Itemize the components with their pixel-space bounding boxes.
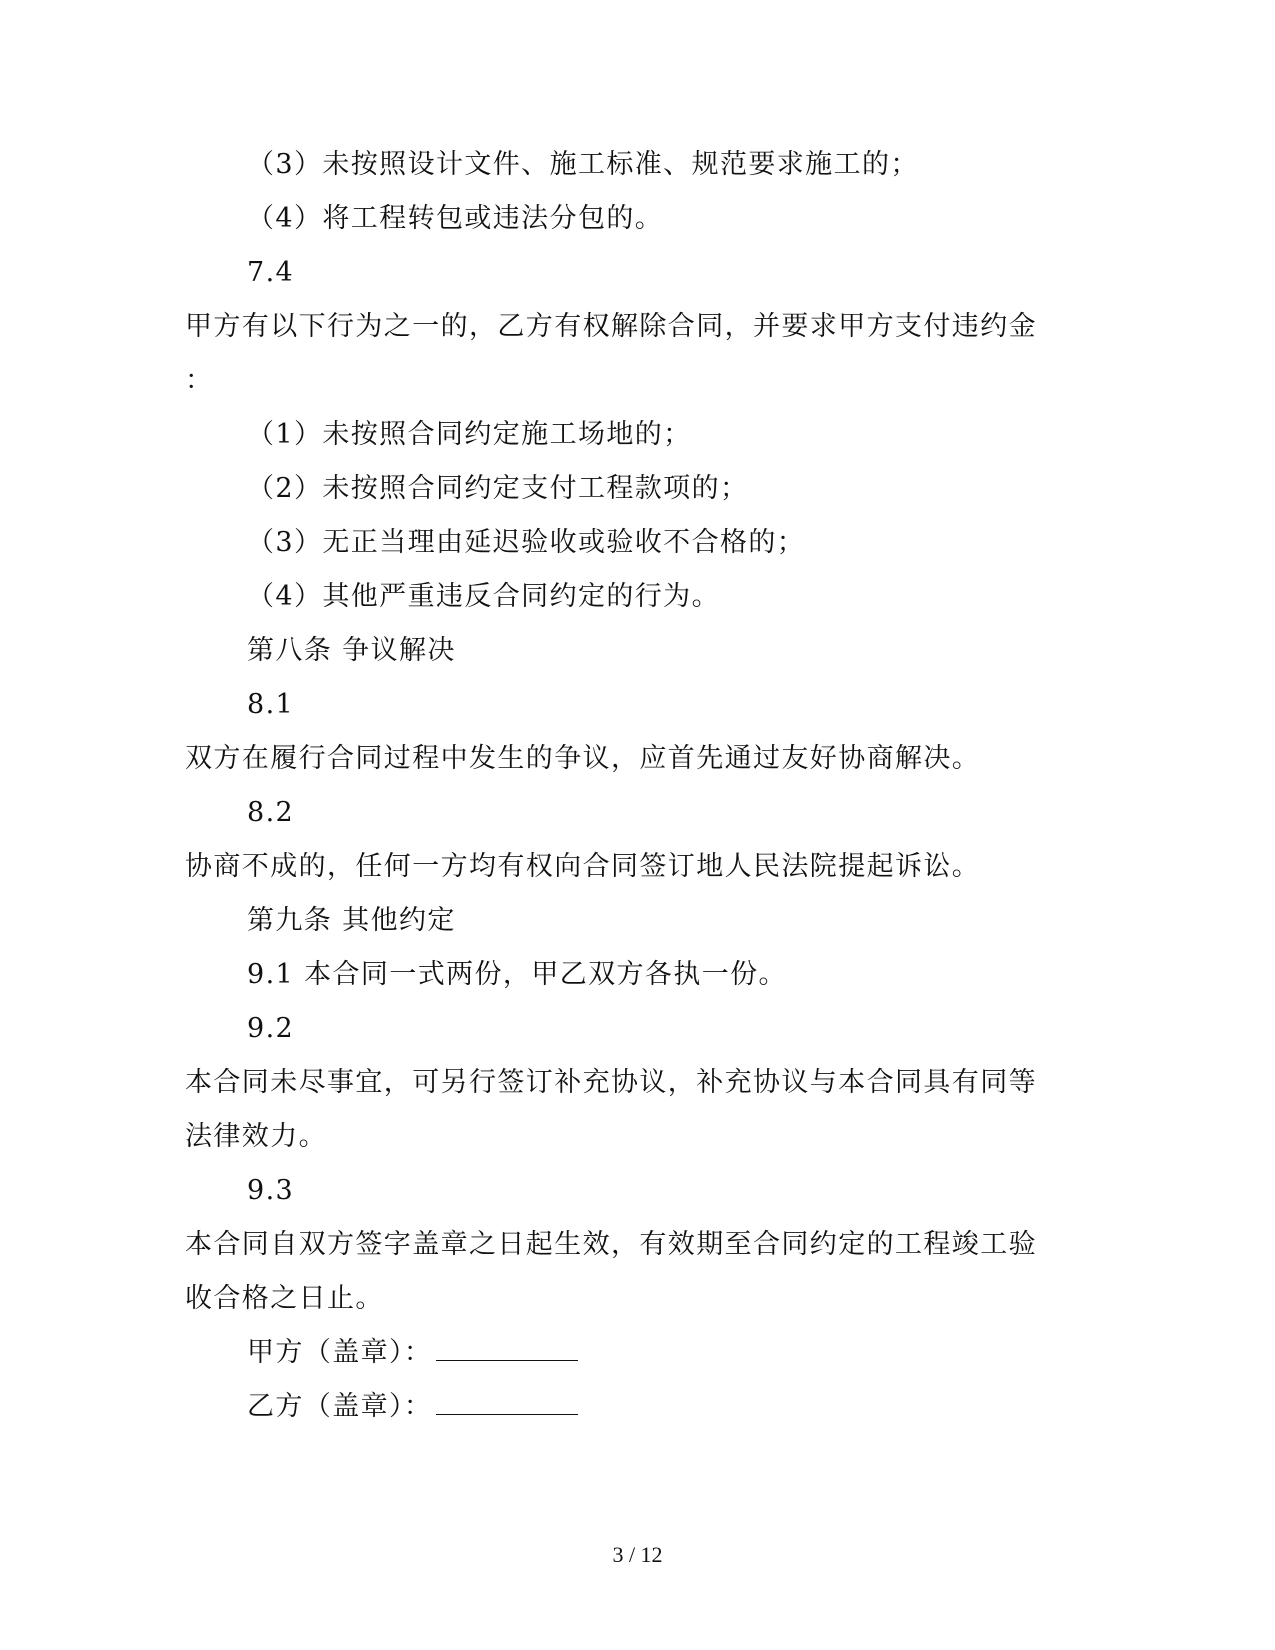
clause-9-2-text-continued: 法律效力。 [185,1121,327,1152]
page-number: 3 / 12 [612,1542,663,1567]
clause-9-3-number: 9.3 [247,1175,295,1206]
party-b-label: 乙方（盖章）： [247,1391,433,1422]
clause-7-3-item-4: （4）将工程转包或违法分包的。 [247,203,664,234]
party-b-signature-row [247,1387,578,1427]
article-8-heading: 第八条 争议解决 [247,635,456,666]
clause-7-4-item-1: （1）未按照合同约定施工场地的； [247,419,692,450]
party-b-signature-line [436,1387,578,1415]
clause-7-4-item-3: （3）无正当理由延迟验收或验收不合格的； [247,527,806,558]
party-a-label: 甲方（盖章）： [247,1337,433,1368]
clause-8-1-number: 8.1 [247,689,295,720]
article-9-heading: 第九条 其他约定 [247,905,456,936]
clause-7-4-number: 7.4 [247,257,295,288]
clause-9-3-text: 本合同自双方签字盖章之日起生效，有效期至合同约定的工程竣工验 [185,1229,1037,1260]
clause-7-4-item-2: （2）未按照合同约定支付工程款项的； [247,473,749,504]
clause-9-3-text-continued: 收合格之日止。 [185,1283,384,1314]
clause-7-4-text: 甲方有以下行为之一的，乙方有权解除合同，并要求甲方支付违约金 [185,311,1037,342]
clause-8-2-number: 8.2 [247,797,295,828]
clause-7-3-item-3: （3）未按照设计文件、施工标准、规范要求施工的； [247,149,919,180]
clause-9-2-number: 9.2 [247,1013,295,1044]
clause-7-4-item-4: （4）其他严重违反合同约定的行为。 [247,581,720,612]
clause-9-1: 9.1 本合同一式两份，甲乙双方各执一份。 [247,959,787,990]
clause-8-1-text: 双方在履行合同过程中发生的争议，应首先通过友好协商解决。 [185,743,981,774]
party-a-signature-line [436,1333,578,1361]
clause-9-2-text: 本合同未尽事宜，可另行签订补充协议，补充协议与本合同具有同等 [185,1067,1037,1098]
clause-8-2-text: 协商不成的，任何一方均有权向合同签订地人民法院提起诉讼。 [185,851,981,882]
party-a-signature-row [247,1333,578,1373]
clause-7-4-text-continued: ： [185,365,214,396]
